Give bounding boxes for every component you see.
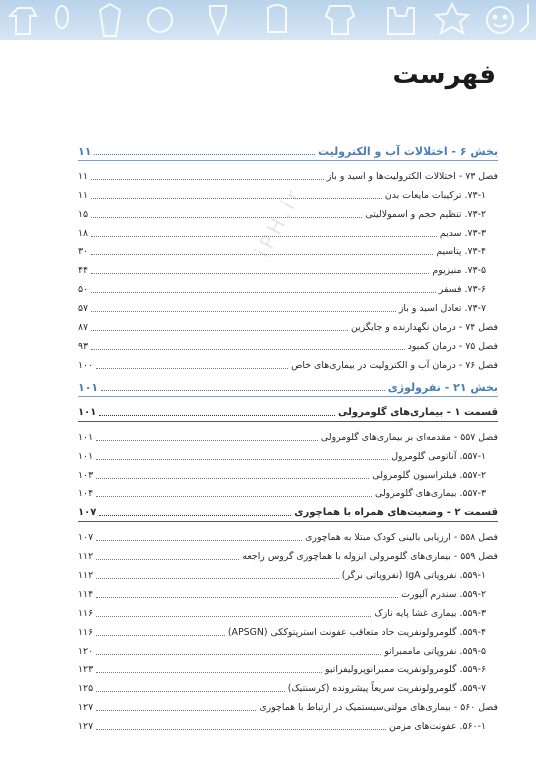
toc-section-nephrology [78, 374, 498, 733]
entry-page-number: ۹۳ [78, 340, 89, 352]
entry-title: ۷۳-۳. سدیم [439, 227, 486, 239]
dot-leader [96, 559, 239, 560]
dot-leader [96, 578, 339, 579]
entry-title: ۷۳-۷. تعادل اسید و باز [398, 303, 486, 315]
dot-leader [101, 390, 385, 391]
entry-title: ۵۵۷-۱. آناتومی گلومرول [391, 450, 486, 462]
entry-title: ۵۵۹-۱. نفروپاتی IgA (نفروپاتی برگر) [341, 570, 486, 582]
entry-title: ۵۵۷-۳. بیماری‌های گلومرولی [375, 488, 486, 500]
entry-page-number: ۸۷ [78, 322, 89, 334]
entry-page-number: ۳۰ [78, 246, 89, 258]
dot-leader [96, 729, 386, 730]
toc-rows [78, 164, 498, 372]
entry-title: ۵۵۹-۲. سندرم آلپورت [401, 588, 486, 600]
toc-subentry-row[interactable] [78, 563, 498, 582]
entry-title: فصل ۵۵۹ - بیماری‌های گلومرولی ایزوله با هماچوری گروس راجعه [242, 551, 498, 563]
dot-leader [91, 349, 405, 350]
dot-leader [96, 672, 322, 673]
entry-page-number: ۱۱۲ [78, 570, 94, 582]
section-title: بخش ۲۱ - نفرولوژی [387, 381, 498, 394]
dot-leader [91, 273, 429, 274]
toc-section-water-electrolytes [78, 138, 498, 372]
toc-subentry-row[interactable] [78, 676, 498, 695]
entry-page-number: ۱۰۴ [78, 488, 94, 500]
dot-leader [96, 635, 225, 636]
dot-leader [96, 478, 369, 479]
entry-title: فصل ۷۶ - درمان آب و الکترولیت در بیماری‌های خاص [291, 359, 498, 371]
dot-leader [96, 654, 381, 655]
section-divider [78, 160, 498, 161]
entry-page-number: ۱۰۰ [78, 359, 94, 371]
dot-leader [91, 236, 437, 237]
toc-part-row[interactable] [78, 400, 498, 419]
dot-leader [96, 616, 371, 617]
section-title: بخش ۶ - اختلالات آب و الکترولیت [317, 145, 498, 158]
entry-page-number: ۱۰۱ [78, 406, 97, 418]
dot-leader [99, 515, 291, 516]
toc-chapter-row[interactable] [78, 164, 498, 183]
entry-title: ۷۳-۲. تنظیم حجم و اسمولالیتی [365, 208, 486, 220]
entry-page-number: ۵۷ [78, 303, 89, 315]
toc-subentry-row[interactable] [78, 482, 498, 501]
toc-subentry-row[interactable] [78, 240, 498, 259]
section-page: ۱۰۱ [78, 381, 99, 394]
toc-rows [78, 400, 498, 733]
entry-page-number: ۱۱ [78, 170, 89, 182]
part-divider [78, 521, 498, 522]
toc-subentry-row[interactable] [78, 296, 498, 315]
entry-title: ۷۳-۵. منیزیوم [432, 265, 486, 277]
dot-leader [99, 415, 335, 416]
entry-page-number: ۱۰۷ [78, 507, 97, 519]
entry-page-number: ۴۴ [78, 265, 89, 277]
dot-leader [96, 691, 285, 692]
entry-title: ۵۵۷-۲. فیلتراسیون گلومرولی [372, 469, 486, 481]
toc-subentry-row[interactable] [78, 202, 498, 221]
entry-title: ۵۵۹-۶. گلومرولونفریت ممبرانوپرولیفراتیو [325, 664, 486, 676]
entry-page-number: ۱۱۴ [78, 588, 94, 600]
section-heading[interactable] [78, 138, 498, 158]
dot-leader [96, 540, 302, 541]
section-page: ۱۱ [78, 145, 92, 158]
toc-subentry-row[interactable] [78, 221, 498, 240]
entry-page-number: ۱۲۷ [78, 721, 94, 733]
toc-subentry-row[interactable] [78, 620, 498, 639]
entry-page-number: ۱۲۷ [78, 702, 94, 714]
entry-title: فصل ۵۶۰ - بیماری‌های مولتی‌سیستمیک در ارتباط با هماچوری [259, 702, 498, 714]
entry-title: فصل ۵۵۷ - مقدمه‌ای بر بیماری‌های گلومرولی [320, 431, 498, 443]
entry-title: قسمت ۲ - وضعیت‌های همراه با هماچوری [294, 507, 498, 519]
page-title: فهرست [392, 60, 496, 90]
toc-subentry-row[interactable] [78, 183, 498, 202]
entry-page-number: ۱۸ [78, 227, 89, 239]
entry-page-number: ۱۰۱ [78, 450, 94, 462]
entry-title: ۷۳-۶. فسفر [438, 284, 486, 296]
entry-title: ۵۵۹-۷. گلومرولونفریت سریعاً پیشرونده (کرسنتیک) [287, 683, 486, 695]
toc-chapter-row[interactable] [78, 425, 498, 444]
entry-title: ۷۳-۴. پتاسیم [436, 246, 486, 258]
entry-title: فصل ۷۳ - اختلالات الکترولیت‌ها و اسید و باز [326, 170, 498, 182]
baby-items-pattern-icon [0, 0, 536, 40]
toc-subentry-row[interactable] [78, 658, 498, 677]
entry-page-number: ۱۲۵ [78, 683, 94, 695]
entry-page-number: ۵۰ [78, 284, 89, 296]
entry-page-number: ۱۱۲ [78, 551, 94, 563]
toc-chapter-row[interactable] [78, 315, 498, 334]
entry-title: ۵۵۹-۴. گلومرولونفریت حاد متعاقب عفونت استرپتوککی (APSGN) [227, 626, 486, 638]
dot-leader [94, 154, 315, 155]
entry-page-number: ۱۰۳ [78, 469, 94, 481]
dot-leader [96, 710, 256, 711]
toc-subentry-row[interactable] [78, 277, 498, 296]
entry-page-number: ۱۲۰ [78, 645, 94, 657]
entry-title: فصل ۵۵۸ - ارزیابی بالینی کودک مبتلا به هماچوری [305, 532, 498, 544]
entry-page-number: ۱۱۶ [78, 607, 94, 619]
entry-title: قسمت ۱ - بیماری‌های گلومرولی [338, 406, 498, 418]
dot-leader [91, 330, 348, 331]
toc-subentry-row[interactable] [78, 582, 498, 601]
toc-chapter-row[interactable] [78, 334, 498, 353]
entry-title: ۵۵۹-۳. بیماری غشا پایه نازک [374, 607, 486, 619]
entry-title: ۵۶۰-۱. عفونت‌های مزمن [389, 721, 486, 733]
dot-leader [96, 496, 372, 497]
dot-leader [96, 440, 318, 441]
entry-page-number: ۱۱ [78, 189, 89, 201]
entry-title: ۵۵۹-۵. نفروپاتی ماممبرانو [384, 645, 486, 657]
toc-chapter-row[interactable] [78, 525, 498, 544]
toc-subentry-row[interactable] [78, 258, 498, 277]
dot-leader [91, 179, 324, 180]
toc-chapter-row[interactable] [78, 695, 498, 714]
entry-page-number: ۱۵ [78, 208, 89, 220]
toc-subentry-row[interactable] [78, 639, 498, 658]
toc-chapter-row[interactable] [78, 353, 498, 372]
dot-leader [91, 311, 396, 312]
toc-part-row[interactable] [78, 500, 498, 519]
dot-leader [91, 254, 433, 255]
entry-page-number: ۱۲۳ [78, 664, 94, 676]
entry-page-number: ۱۱۶ [78, 626, 94, 638]
dot-leader [96, 459, 388, 460]
toc-subentry-row[interactable] [78, 463, 498, 482]
dot-leader [91, 292, 436, 293]
entry-title: فصل ۷۴ - درمان نگهدارنده و جایگزین [350, 322, 498, 334]
toc-subentry-row[interactable] [78, 444, 498, 463]
section-heading[interactable] [78, 374, 498, 394]
toc-subentry-row[interactable] [78, 714, 498, 733]
toc-subentry-row[interactable] [78, 601, 498, 620]
entry-page-number: ۱۰۷ [78, 532, 94, 544]
toc-chapter-row[interactable] [78, 544, 498, 563]
entry-title: ۷۳-۱. ترکیبات مایعات بدن [384, 189, 486, 201]
part-divider [78, 421, 498, 422]
entry-page-number: ۱۰۱ [78, 431, 94, 443]
entry-title: فصل ۷۵ - درمان کمبود [407, 340, 498, 352]
dot-leader [96, 368, 288, 369]
header-banner [0, 0, 536, 40]
dot-leader [96, 597, 398, 598]
section-divider [78, 396, 498, 397]
watermark: iPH.ir [250, 182, 308, 262]
dot-leader [91, 217, 362, 218]
dot-leader [91, 198, 382, 199]
